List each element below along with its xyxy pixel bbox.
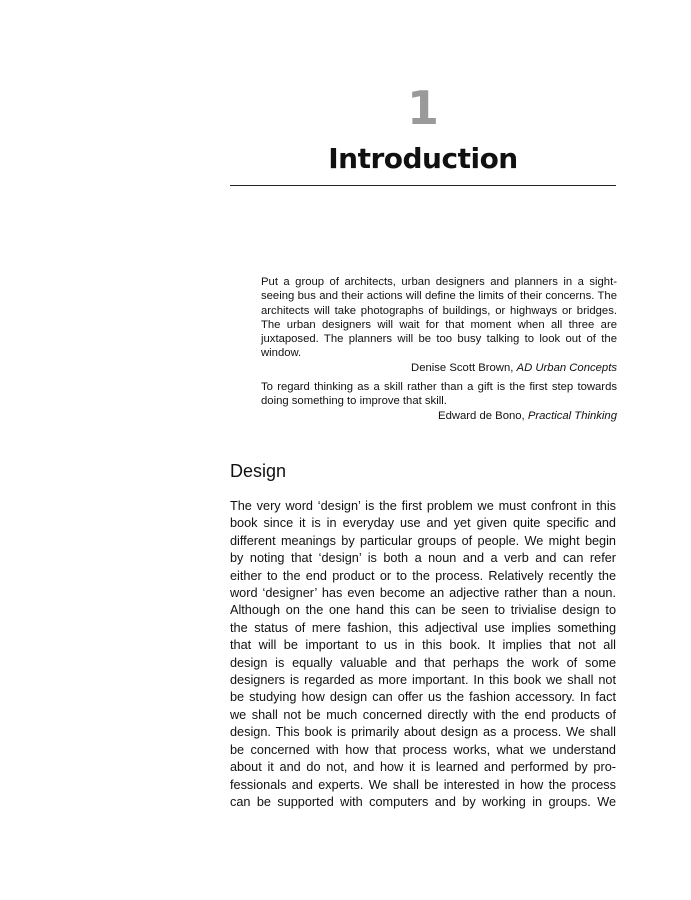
body-line: about it and do not, and how it is learned and performed by pro- — [230, 760, 616, 775]
body-line: can be supported with computers and by working in groups. We — [230, 794, 616, 809]
body-line: by noting that ‘design’ is both a noun and a verb and can refer — [230, 551, 616, 566]
body-line: be studying how design can offer us the fashion accessory. In fact — [230, 690, 616, 705]
body-line: The very word ‘design’ is the first problem we must confront in this — [230, 499, 616, 513]
body-line: be concerned with how that process works, what we understand — [230, 742, 616, 757]
title-rule — [230, 185, 616, 186]
epigraph-quote: To regard thinking as a skill rather than a gift is the first step towards doing something to improve that skill. — [261, 381, 617, 408]
chapter-number: 1 — [406, 81, 439, 135]
epigraph-author: Denise Scott Brown, — [411, 361, 517, 374]
body-line: fessionals and experts. We shall be interested in how the process — [230, 777, 616, 792]
section-heading: Design — [230, 461, 287, 481]
body-line: that will be important to us in this book. It implies that not all — [230, 638, 616, 653]
epigraph-work: Practical Thinking — [527, 409, 617, 422]
epigraph-quote: Put a group of architects, urban designers and planners in a sight-seeing bus and their actions will define the limits of their concerns. The architects will take photographs of buildings, or highways or bridges. The urban designers will wait for that moment when all three are juxtaposed. The planners will be too busy talking to look out of the window. — [261, 276, 617, 360]
body-line: Although on the one hand this can be seen to trivialise design to — [230, 603, 616, 618]
body-line: the status of mere fashion, this adjectival use implies something — [230, 620, 616, 635]
epigraph-attribution — [261, 409, 617, 423]
chapter-title: Introduction — [328, 142, 518, 175]
body-line: either to the end product or to the process. Relatively recently the — [230, 568, 616, 583]
body-line: design is equally valuable and that perhaps the work of some — [230, 655, 616, 670]
body-line: design. This book is primarily about design as a process. We shall — [230, 725, 616, 740]
epigraph-work: AD Urban Concepts — [516, 361, 617, 374]
body-line: designers is regarded as more important. In this book we shall not — [230, 673, 616, 688]
epigraph-de-bono — [261, 380, 617, 423]
body-line: book since it is in everyday use and yet given quite specific and — [230, 516, 616, 531]
body-line: different meanings by particular groups of people. We might begin — [230, 533, 616, 548]
body-line: we shall not be much concerned directly with the end products of — [230, 707, 616, 722]
body-paragraph — [230, 498, 616, 811]
body-line: word ‘designer’ has even become an adjective rather than a noun. — [230, 586, 616, 601]
epigraph-author: Edward de Bono, — [438, 409, 528, 422]
epigraph-scott-brown — [261, 275, 617, 375]
epigraph-attribution — [261, 361, 617, 375]
